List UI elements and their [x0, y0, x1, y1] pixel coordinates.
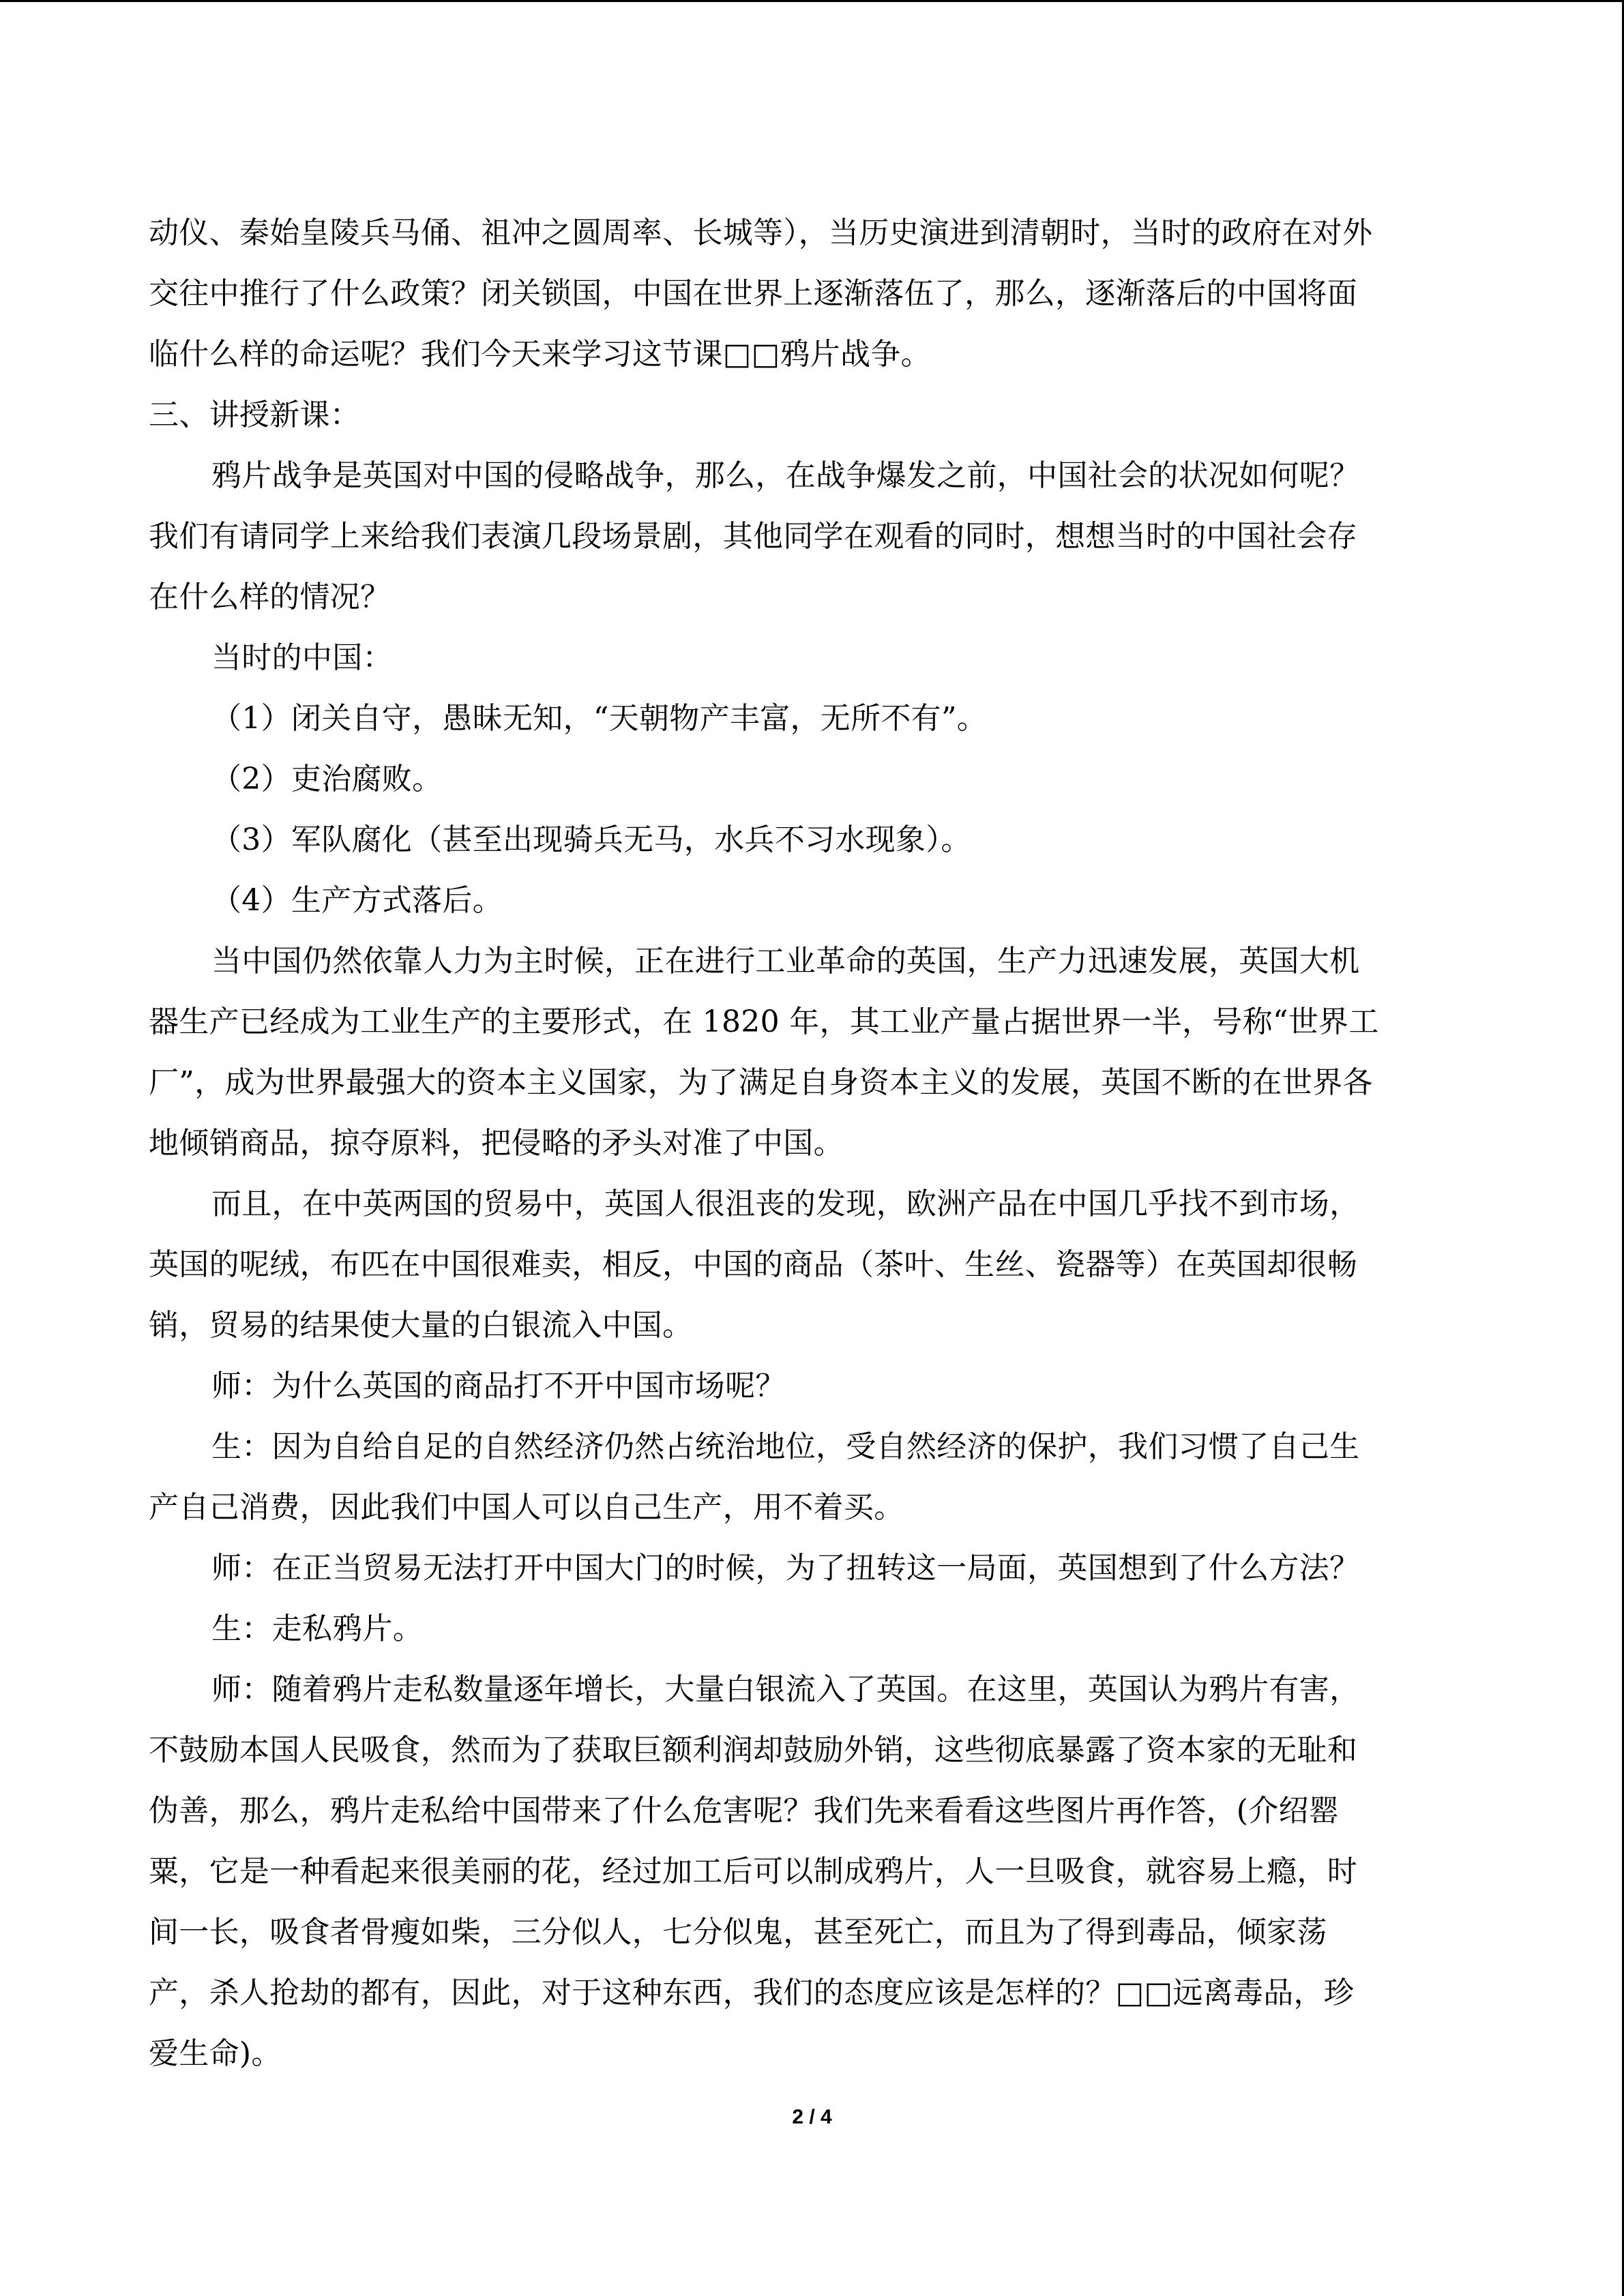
- text-line: 爱生命)。: [149, 2036, 282, 2071]
- text-line: 产自己消费，因此我们中国人可以自己生产，用不着买。: [149, 1490, 904, 1525]
- dialogue-line: 师：为什么英国的商品打不开中国市场呢？: [211, 1369, 786, 1403]
- text-line: 产，杀人抢劫的都有，因此，对于这种东西，我们的态度应该是怎样的？□□远离毒品，珍: [149, 1976, 1355, 2010]
- text-line: 地倾销商品，掠夺原料，把侵略的矛头对准了中国。: [149, 1126, 844, 1161]
- dialogue-line: 生：走私鸦片。: [211, 1611, 424, 1646]
- section-heading: 三、讲授新课：: [149, 398, 361, 432]
- dialogue-line: 师：随着鸦片走私数量逐年增长，大量白银流入了英国。在这里，英国认为鸦片有害，: [211, 1672, 1360, 1707]
- dialogue-line: 师：在正当贸易无法打开中国大门的时候，为了扭转这一局面，英国想到了什么方法？: [211, 1551, 1360, 1585]
- text-line: 销，贸易的结果使大量的白银流入中国。: [149, 1308, 693, 1343]
- dialogue-line: 生：因为自给自足的自然经济仍然占统治地位，受自然经济的保护，我们习惯了自己生: [211, 1429, 1360, 1464]
- text-line: 我们有请同学上来给我们表演几段场景剧，其他同学在观看的同时，想想当时的中国社会存: [149, 519, 1357, 554]
- text-line: 当时的中国：: [211, 640, 393, 675]
- text-line: 在什么样的情况？: [149, 580, 391, 614]
- page-top-border: [0, 0, 1624, 2]
- text-line: 临什么样的命运呢？我们今天来学习这节课□□鸦片战争。: [149, 337, 931, 372]
- text-line: 鸦片战争是英国对中国的侵略战争，那么，在战争爆发之前，中国社会的状况如何呢？: [211, 458, 1360, 493]
- list-item: （2）吏治腐败。: [211, 762, 443, 796]
- list-item: （1）闭关自守，愚昧无知，“天朝物产丰富，无所不有”。: [211, 701, 988, 736]
- list-item: （4）生产方式落后。: [211, 883, 503, 918]
- text-line: 交往中推行了什么政策？闭关锁国，中国在世界上逐渐落伍了，那么，逐渐落后的中国将面: [149, 276, 1357, 311]
- text-line: 厂”，成为世界最强大的资本主义国家，为了满足自身资本主义的发展，英国不断的在世界各: [149, 1065, 1373, 1100]
- text-line: 当中国仍然依靠人力为主时候，正在进行工业革命的英国，生产力迅速发展，英国大机: [211, 944, 1360, 979]
- list-item: （3）军队腐化（甚至出现骑兵无马，水兵不习水现象）。: [211, 822, 971, 857]
- text-line: 器生产已经成为工业生产的主要形式，在 1820 年，其工业产量占据世界一半，号称“世界工: [149, 1004, 1379, 1039]
- page-number: 2 / 4: [792, 2106, 832, 2128]
- text-line: 动仪、秦始皇陵兵马俑、祖冲之圆周率、长城等），当历史演进到清朝时，当时的政府在对外: [149, 215, 1373, 250]
- text-line: 间一长，吸食者骨瘦如柴，三分似人，七分似鬼，甚至死亡，而且为了得到毒品，倾家荡: [149, 1915, 1327, 1950]
- text-line: 不鼓励本国人民吸食，然而为了获取巨额利润却鼓励外销，这些彻底暴露了资本家的无耻和: [149, 1733, 1357, 1768]
- text-line: 粟，它是一种看起来很美丽的花，经过加工后可以制成鸦片，人一旦吸食，就容易上瘾，时: [149, 1854, 1357, 1889]
- text-line: 伪善，那么，鸦片走私给中国带来了什么危害呢？我们先来看看这些图片再作答，(介绍罂: [149, 1793, 1340, 1828]
- text-line: 英国的呢绒，布匹在中国很难卖，相反，中国的商品（茶叶、生丝、瓷器等）在英国却很畅: [149, 1247, 1357, 1282]
- text-line: 而且，在中英两国的贸易中，英国人很沮丧的发现，欧洲产品在中国几乎找不到市场，: [211, 1187, 1360, 1221]
